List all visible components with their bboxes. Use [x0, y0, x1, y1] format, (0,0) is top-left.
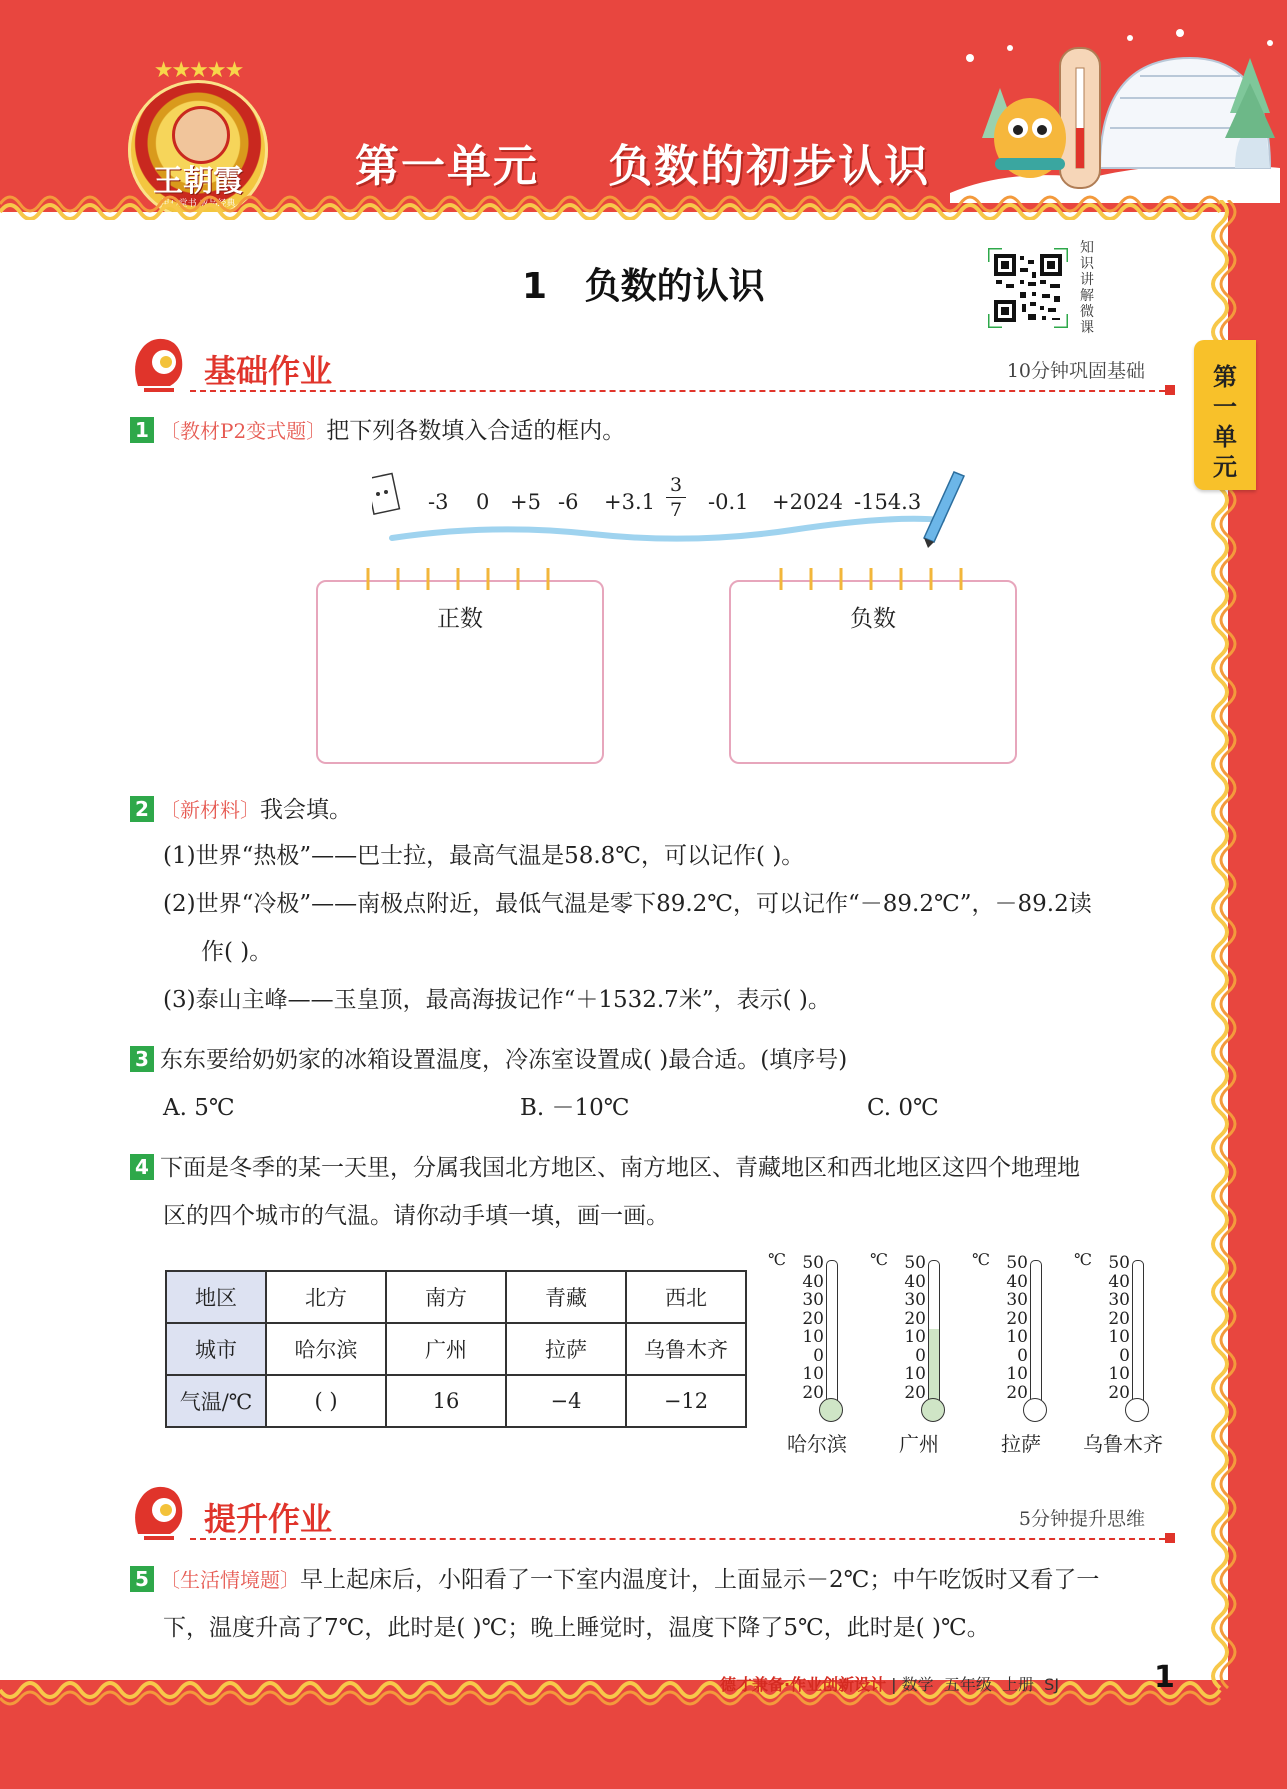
question-4 [130, 1152, 1080, 1184]
qr-caption: 知识讲解微课 [1080, 240, 1094, 336]
option-b[interactable]: B. －10℃ [520, 1095, 630, 1121]
table-cell: 南方 [386, 1271, 506, 1323]
thermometer-scale: 50 40 30 20 10 0 10 20 [1108, 1253, 1130, 1403]
number-item: 0 [476, 490, 490, 514]
unit-side-tab[interactable] [1194, 340, 1256, 490]
thermometer-bulb [819, 1398, 843, 1422]
thermometer-unit: ℃ [870, 1250, 888, 1269]
footer-brand: 德才兼备·作业创新设计 [720, 1675, 887, 1694]
fraction-numerator: 3 [669, 474, 683, 496]
thermometer-scale: 50 40 30 20 10 0 10 20 [1006, 1253, 1028, 1403]
temperature-table [165, 1270, 747, 1428]
flame-mascot-icon [130, 1482, 188, 1542]
positive-number-box[interactable] [316, 580, 604, 764]
table-cell: 哈尔滨 [266, 1323, 386, 1375]
question-number-badge: 2 [130, 796, 154, 822]
question-1 [130, 415, 625, 447]
table-row [166, 1323, 746, 1375]
thermometer-city: 拉萨 [1001, 1432, 1041, 1456]
section-divider [190, 390, 1175, 392]
igloo-mascot-illustration [950, 18, 1280, 203]
fraction-denominator: 7 [669, 499, 683, 521]
answer-blank-cell[interactable]: ( ) [266, 1375, 386, 1427]
thermometer[interactable] [768, 1250, 863, 1460]
mercury-fill [929, 1329, 939, 1401]
thermometer-scale: 50 40 30 20 10 0 10 20 [802, 1253, 824, 1403]
question-number-badge: 3 [130, 1046, 154, 1072]
thermometer-bulb [1125, 1398, 1149, 1422]
section-header-basic [130, 334, 1175, 394]
section-divider [190, 1538, 1175, 1540]
section-divider-end [1165, 385, 1175, 395]
negative-box-title: 负数 [850, 606, 896, 632]
option-c[interactable]: C. 0℃ [867, 1095, 939, 1121]
section-basic-subtitle: 10分钟巩固基础 [1006, 360, 1145, 382]
question-text: 早上起床后，小阳看了一下室内温度计，上面显示－2℃；中午吃饭时又看了一 [300, 1567, 1100, 1593]
table-cell: 拉萨 [506, 1323, 626, 1375]
negative-number-box[interactable] [729, 580, 1017, 764]
q2-line-1: (1)世界“热极”——巴士拉，最高气温是58.8℃，可以记作( )。 [163, 843, 805, 869]
page-number: 1 [1154, 1660, 1175, 1695]
fraction-three-sevenths [666, 474, 686, 521]
number-item: -0.1 [708, 490, 749, 514]
logo-brand: 王朝霞 [153, 164, 243, 199]
question-tag: 〔生活情境题〕 [160, 1568, 300, 1592]
option-a[interactable]: A. 5℃ [163, 1095, 235, 1121]
thermometer-city: 哈尔滨 [787, 1432, 847, 1456]
section-divider-end [1165, 1533, 1175, 1543]
qr-code-icon[interactable] [988, 248, 1068, 328]
notebook-rings-icon [771, 568, 971, 590]
question-3 [130, 1044, 847, 1076]
section-basic-label: 基础作业 [204, 352, 333, 390]
thermometer-group [768, 1250, 1188, 1460]
question-number-badge: 4 [130, 1154, 154, 1180]
q2-line-3: 作( )。 [201, 939, 273, 965]
question-tag: 〔新材料〕 [160, 798, 260, 822]
row-header: 城市 [166, 1323, 266, 1375]
table-row [166, 1375, 746, 1427]
table-cell: −4 [506, 1375, 626, 1427]
thermometer-tube [1030, 1260, 1042, 1401]
thermometer-unit: ℃ [1074, 1250, 1092, 1269]
question-tag: 〔教材P2变式题〕 [160, 419, 327, 443]
thermometer-scale: 50 40 30 20 10 0 10 20 [904, 1253, 926, 1403]
q4-line-2: 区的四个城市的气温。请你动手填一填，画一画。 [163, 1203, 669, 1229]
table-cell: 广州 [386, 1323, 506, 1375]
number-item: -3 [428, 490, 449, 514]
question-text: 把下列各数填入合适的框内。 [326, 418, 626, 444]
thermometer-tube [1132, 1260, 1144, 1401]
footer [720, 1672, 1059, 1695]
table-cell: 青藏 [506, 1271, 626, 1323]
q2-line-2: (2)世界“冷极”——南极点附近，最低气温是零下89.2℃，可以记作“－89.2℃”，－89.2读 [163, 891, 1092, 917]
thermometer[interactable] [1074, 1250, 1169, 1460]
number-item: +5 [510, 490, 541, 514]
unit-title: 第一单元 负数的初步认识 [355, 141, 931, 192]
section-advance-label: 提升作业 [204, 1500, 333, 1538]
logo-slogan: 用心堂书 成品经典 [160, 199, 236, 209]
q2-line-4: (3)泰山主峰——玉皇顶，最高海拔记作“＋1532.7米”，表示( )。 [163, 987, 831, 1013]
q5-line-2: 下，温度升高了7℃，此时是( )℃；晚上睡觉时，温度下降了5℃，此时是( )℃。 [163, 1615, 990, 1641]
question-number-badge: 5 [130, 1566, 154, 1592]
row-header: 地区 [166, 1271, 266, 1323]
question-5 [130, 1564, 1099, 1596]
question-2 [130, 794, 352, 826]
table-cell: 乌鲁木齐 [626, 1323, 746, 1375]
number-item: -6 [558, 490, 579, 514]
table-cell: 北方 [266, 1271, 386, 1323]
table-cell: 16 [386, 1375, 506, 1427]
flame-mascot-icon [130, 334, 188, 394]
unit-side-tab-label: 第一单元 [1213, 363, 1237, 481]
thermometer-unit: ℃ [768, 1250, 786, 1269]
thermometer-bulb [1023, 1398, 1047, 1422]
wavy-border-bottom [0, 1680, 1287, 1710]
logo-stars-icon: ★★★★★ [153, 58, 243, 83]
section-advance-subtitle: 5分钟提升思维 [1018, 1508, 1145, 1530]
wavy-border-top [0, 190, 1287, 220]
question-text: 东东要给奶奶家的冰箱设置温度，冷冻室设置成( )最合适。(填序号) [160, 1047, 848, 1073]
row-header: 气温/℃ [166, 1375, 266, 1427]
number-item: +2024 [772, 490, 844, 514]
thermometer-unit: ℃ [972, 1250, 990, 1269]
section-header-advance [130, 1482, 1175, 1542]
number-item: -154.3 [854, 490, 922, 514]
question-number-badge: 1 [130, 417, 154, 443]
lesson-title: 1 负数的认识 [522, 266, 765, 307]
thermometer[interactable] [870, 1250, 965, 1460]
positive-box-title: 正数 [437, 606, 483, 632]
thermometer-city: 广州 [899, 1432, 939, 1456]
thermometer-bulb [921, 1398, 945, 1422]
table-row [166, 1271, 746, 1323]
thermometer[interactable] [972, 1250, 1067, 1460]
thermometer-tube [928, 1260, 940, 1401]
number-item: +3.1 [604, 490, 655, 514]
notebook-rings-icon [358, 568, 558, 590]
table-cell: −12 [626, 1375, 746, 1427]
thermometer-city: 乌鲁木齐 [1083, 1432, 1163, 1456]
question-text: 下面是冬季的某一天里，分属我国北方地区、南方地区、青藏地区和西北地区这四个地理地 [160, 1155, 1080, 1181]
footer-meta: | 数学 五年级 上册 SJ [886, 1675, 1060, 1694]
thermometer-tube [826, 1260, 838, 1401]
question-text: 我会填。 [260, 797, 352, 823]
number-strip [372, 468, 972, 548]
table-cell: 西北 [626, 1271, 746, 1323]
